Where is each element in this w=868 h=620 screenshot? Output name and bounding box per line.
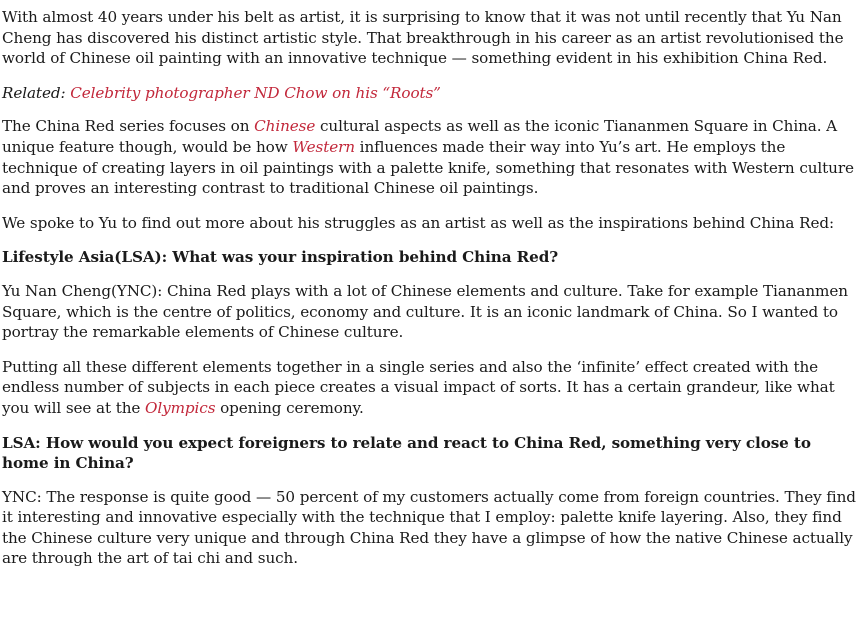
related-line [2,83,860,104]
series-text-3: influences made their way into Yu’s art. He employs the technique of creating layers in oil paintings with a palette knife, something that resonates with Western culture and proves an interesting contrast to traditional Chinese oil paintings. [2,137,854,198]
chinese-link[interactable]: Chinese [254,117,316,136]
related-article-link[interactable]: Celebrity photographer ND Chow on his “Roots” [70,83,441,102]
intro-paragraph: With almost 40 years under his belt as artist, it is surprising to know that it was not until recently that Yu Nan Cheng has discovered his distinct artistic style. That breakthrough in his career as an artist revolutionised the world of Chinese oil painting with an innovative technique — something evident in his exhibition China Red. [2,8,844,68]
question-1: Lifestyle Asia(LSA): What was your inspiration behind China Red? [2,248,559,267]
answer-1: Yu Nan Cheng(YNC): China Red plays with a lot of Chinese elements and culture. Take for example Tiananmen Square, which is the centre of politics, economy and culture. It is an iconic landmark of China. So I wanted to portray the remarkable elements of Chinese culture. [2,281,848,342]
series-text-1: The China Red series focuses on [2,117,255,136]
series-text-2: cultural aspects as well as the iconic Tiananmen Square in China. A unique feature though, would be how [2,117,838,156]
answer-2: YNC: The response is quite good — 50 percent of my customers actually come from foreign countries. They find it interesting and innovative especially with the technique that I employ: palette knife layering. Also, they find the Chinese culture very unique and through China Red they have a glimpse of how the native Chinese actually are through the art of tai chi and such. [2,487,856,568]
related-label: Related: [2,83,71,102]
answer-1b-text-2: opening ceremony. [215,398,364,417]
western-link[interactable]: Western [292,137,355,156]
answer-1b-text-1: Putting all these different elements together in a single series and also the ‘infinite’ effect created with the endless number of subjects in each piece creates a visual impact of sorts. It has a certain grandeur, like what you will see at the [2,357,835,417]
series-paragraph [2,116,860,198]
olympics-link[interactable]: Olympics [145,398,216,417]
answer-1-continued [2,357,860,419]
interview-intro: We spoke to Yu to find out more about his struggles as an artist as well as the inspirations behind China Red: [2,213,834,232]
question-2: LSA: How would you expect foreigners to relate and react to China Red, something very close to home in China? [2,433,811,473]
